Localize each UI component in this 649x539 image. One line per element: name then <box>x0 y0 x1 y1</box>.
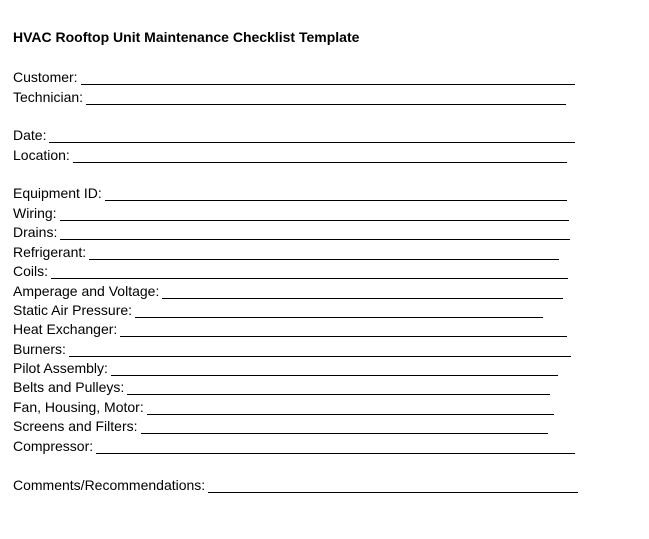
equipment-id-field[interactable] <box>13 184 567 201</box>
fill-line[interactable] <box>127 380 550 395</box>
comments-field[interactable] <box>13 476 578 493</box>
field-label: Technician: <box>13 89 84 105</box>
fill-line[interactable] <box>208 478 578 493</box>
field-label: Equipment ID: <box>13 185 102 201</box>
burners-field[interactable] <box>13 340 571 357</box>
fill-line[interactable] <box>73 148 567 163</box>
heat-exchanger-field[interactable] <box>13 320 567 337</box>
field-label: Fan, Housing, Motor: <box>13 399 144 415</box>
fill-line[interactable] <box>96 439 575 454</box>
refrigerant-field[interactable] <box>13 243 559 260</box>
fill-line[interactable] <box>111 361 558 376</box>
fill-line[interactable] <box>147 400 554 415</box>
fill-line[interactable] <box>60 206 569 221</box>
field-label: Heat Exchanger: <box>13 321 118 337</box>
page-title: HVAC Rooftop Unit Maintenance Checklist Template <box>13 29 360 45</box>
field-label: Burners: <box>13 341 66 357</box>
technician-field[interactable] <box>13 88 566 105</box>
fill-line[interactable] <box>51 264 568 279</box>
wiring-field[interactable] <box>13 204 569 221</box>
amperage-voltage-field[interactable] <box>13 282 563 299</box>
fill-line[interactable] <box>69 342 571 357</box>
customer-field[interactable] <box>13 68 575 85</box>
field-label: Compressor: <box>13 438 94 454</box>
compressor-field[interactable] <box>13 437 575 454</box>
field-label: Screens and Filters: <box>13 418 138 434</box>
fill-line[interactable] <box>141 419 549 434</box>
fill-line[interactable] <box>49 128 575 143</box>
field-label: Amperage and Voltage: <box>13 283 160 299</box>
field-label: Location: <box>13 147 70 163</box>
field-label: Drains: <box>13 224 58 240</box>
field-label: Customer: <box>13 69 78 85</box>
location-field[interactable] <box>13 146 567 163</box>
field-label: Coils: <box>13 263 49 279</box>
field-label: Belts and Pulleys: <box>13 379 125 395</box>
drains-field[interactable] <box>13 223 570 240</box>
field-label: Date: <box>13 127 47 143</box>
fill-line[interactable] <box>135 303 543 318</box>
static-air-pressure-field[interactable] <box>13 301 543 318</box>
date-field[interactable] <box>13 126 575 143</box>
fill-line[interactable] <box>86 90 566 105</box>
fill-line[interactable] <box>60 225 570 240</box>
field-label: Pilot Assembly: <box>13 360 108 376</box>
fill-line[interactable] <box>89 245 559 260</box>
field-label: Static Air Pressure: <box>13 302 133 318</box>
fill-line[interactable] <box>162 284 563 299</box>
fill-line[interactable] <box>81 70 575 85</box>
fill-line[interactable] <box>105 186 567 201</box>
coils-field[interactable] <box>13 262 568 279</box>
field-label: Comments/Recommendations: <box>13 477 206 493</box>
field-label: Wiring: <box>13 205 57 221</box>
belts-pulleys-field[interactable] <box>13 378 550 395</box>
field-label: Refrigerant: <box>13 244 87 260</box>
fan-housing-motor-field[interactable] <box>13 398 554 415</box>
fill-line[interactable] <box>120 322 567 337</box>
pilot-assembly-field[interactable] <box>13 359 558 376</box>
screens-filters-field[interactable] <box>13 417 548 434</box>
